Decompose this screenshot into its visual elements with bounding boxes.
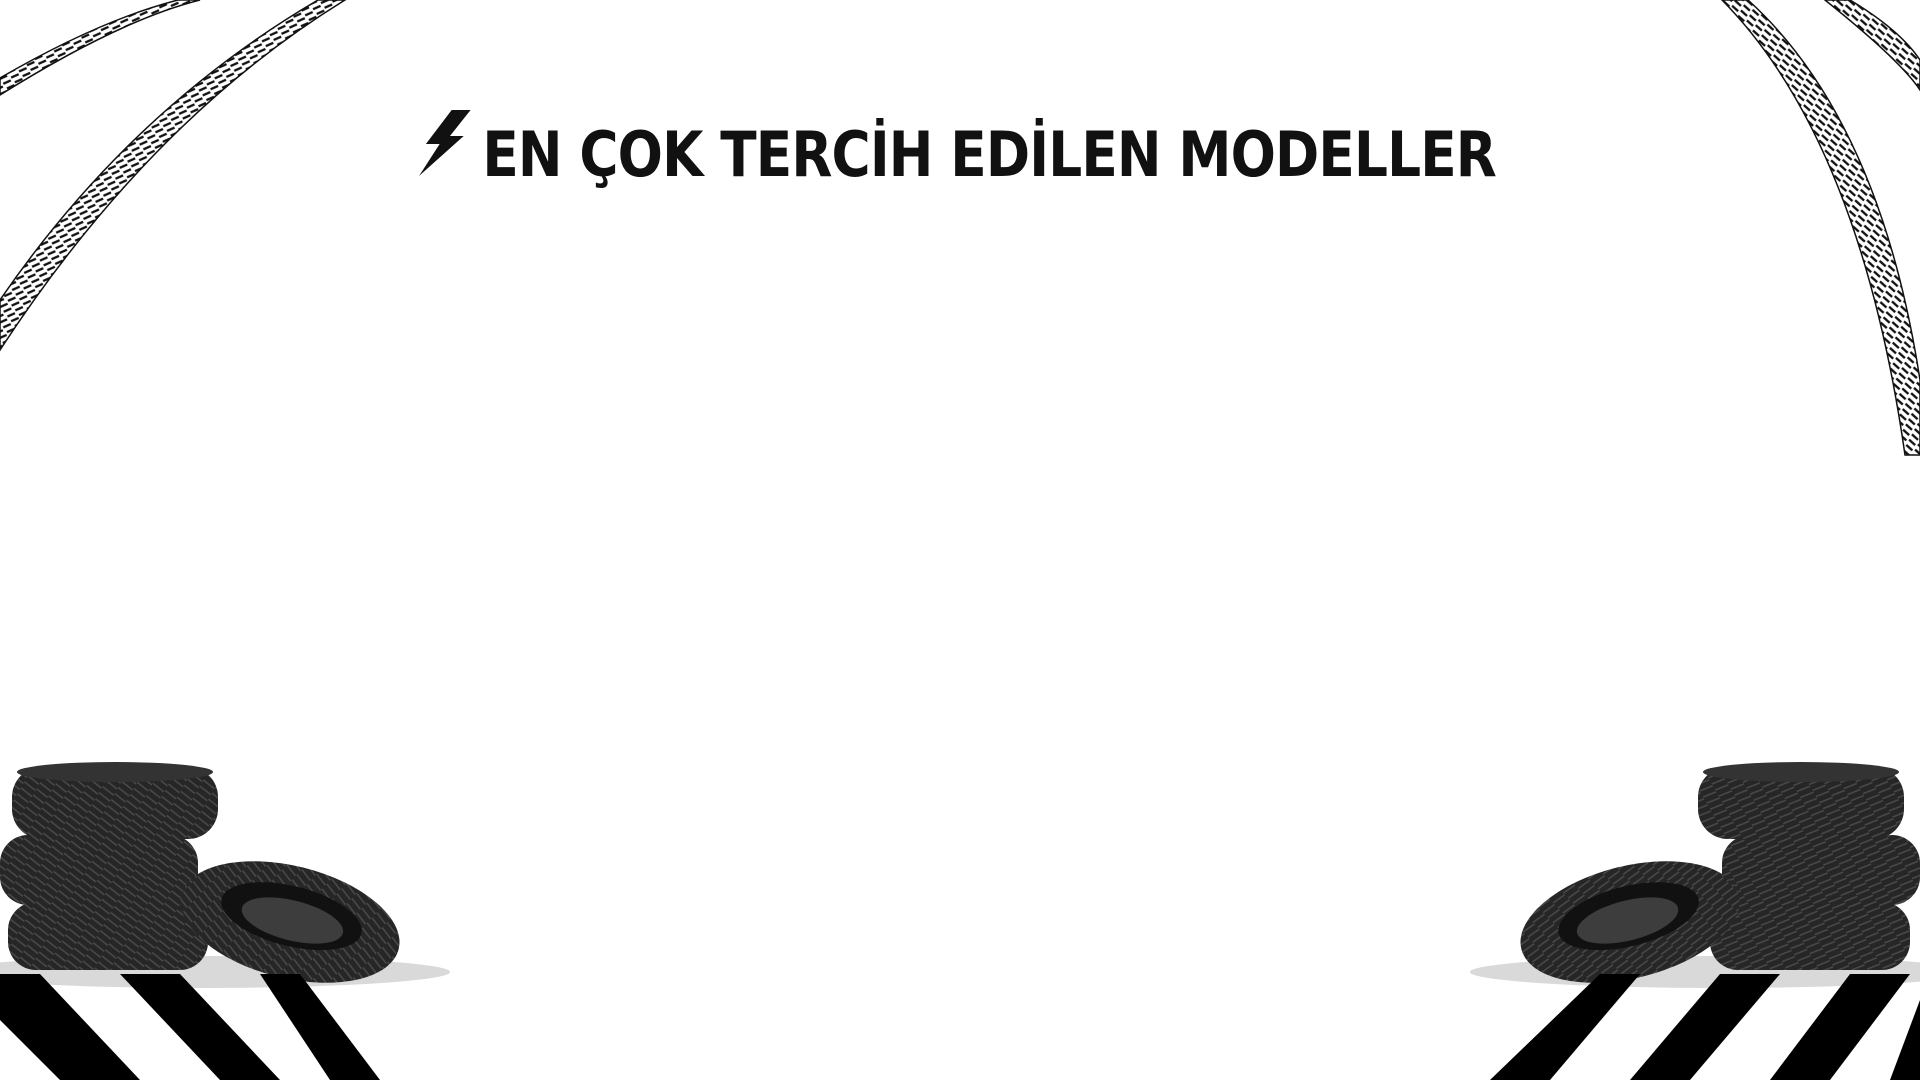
lightning-bolt-icon xyxy=(417,110,470,191)
tire-track-top-right xyxy=(1700,0,1920,460)
page-title xyxy=(131,110,1782,191)
tire-stack-right-image xyxy=(1460,740,1920,1080)
page-title-text: EN ÇOK TERCİH EDİLEN MODELLER xyxy=(482,118,1496,191)
tire-stack-left-image xyxy=(0,740,460,1080)
